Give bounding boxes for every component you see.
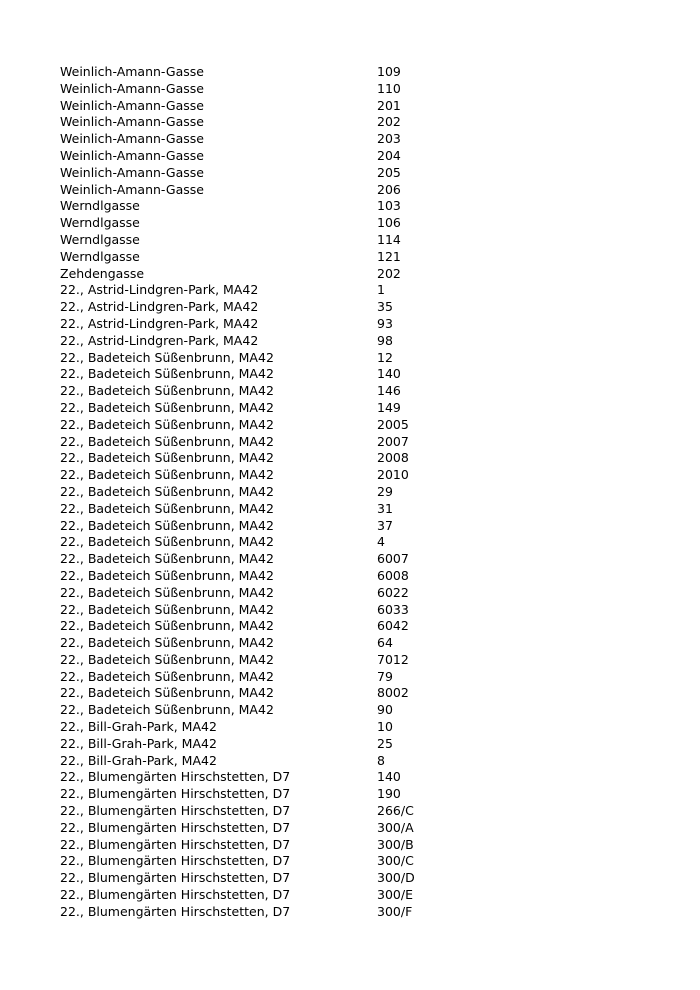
number-cell: 140 [377,366,401,382]
table-row [60,98,497,115]
location-cell: 22., Blumengärten Hirschstetten, D7 [60,870,291,886]
number-cell: 7012 [377,651,409,667]
location-cell: 22., Badeteich Süßenbrunn, MA42 [60,618,274,634]
number-cell: 98 [377,332,393,348]
table-row [60,282,497,299]
number-cell: 1 [377,282,385,298]
location-cell: 22., Blumengärten Hirschstetten, D7 [60,819,291,835]
location-cell: 22., Blumengärten Hirschstetten, D7 [60,786,291,802]
table-row [60,837,497,854]
table-row [60,786,497,803]
number-cell: 202 [377,114,401,130]
number-cell: 206 [377,181,401,197]
number-cell: 4 [377,534,385,550]
number-cell: 202 [377,265,401,281]
location-cell: Werndlgasse [60,215,140,231]
number-cell: 300/E [377,887,413,903]
number-cell: 146 [377,383,401,399]
table-row [60,333,497,350]
table-row [60,551,497,568]
table-row [60,904,497,921]
number-cell: 6042 [377,618,409,634]
table-row [60,719,497,736]
location-cell: 22., Badeteich Süßenbrunn, MA42 [60,450,274,466]
number-cell: 300/A [377,819,414,835]
location-cell: Zehdengasse [60,265,145,281]
location-cell: 22., Badeteich Süßenbrunn, MA42 [60,467,274,483]
table-row [60,702,497,719]
table-row [60,669,497,686]
table-row [60,736,497,753]
location-cell: 22., Badeteich Süßenbrunn, MA42 [60,433,274,449]
number-cell: 64 [377,635,393,651]
table-row [60,467,497,484]
number-cell: 149 [377,399,401,415]
table-row [60,165,497,182]
table-row [60,366,497,383]
table-row [60,602,497,619]
location-cell: Weinlich-Amann-Gasse [60,97,204,113]
table-row [60,417,497,434]
table-row [60,299,497,316]
location-cell: 22., Badeteich Süßenbrunn, MA42 [60,567,274,583]
table-row [60,249,497,266]
number-cell: 300/C [377,853,414,869]
number-cell: 6022 [377,584,409,600]
table-row [60,148,497,165]
number-cell: 109 [377,64,401,79]
location-cell: Werndlgasse [60,231,140,247]
table-row [60,383,497,400]
number-cell: 35 [377,299,393,315]
number-cell: 204 [377,147,401,163]
table-row [60,769,497,786]
number-cell: 2010 [377,467,409,483]
number-cell: 12 [377,349,393,365]
table-row [60,266,497,283]
location-cell: 22., Blumengärten Hirschstetten, D7 [60,803,291,819]
number-cell: 6008 [377,567,409,583]
location-cell: Werndlgasse [60,198,140,214]
number-cell: 25 [377,735,393,751]
location-cell: 22., Badeteich Süßenbrunn, MA42 [60,416,274,432]
table-row [60,518,497,535]
location-cell: 22., Badeteich Süßenbrunn, MA42 [60,651,274,667]
number-cell: 103 [377,198,401,214]
number-cell: 266/C [377,803,414,819]
location-cell: Weinlich-Amann-Gasse [60,80,204,96]
location-cell: 22., Badeteich Süßenbrunn, MA42 [60,349,274,365]
table-body [60,64,497,921]
table-row [60,316,497,333]
number-cell: 8002 [377,685,409,701]
number-cell: 205 [377,164,401,180]
location-cell: 22., Blumengärten Hirschstetten, D7 [60,853,291,869]
location-cell: 22., Astrid-Lindgren-Park, MA42 [60,332,259,348]
location-cell: 22., Badeteich Süßenbrunn, MA42 [60,517,274,533]
location-cell: Werndlgasse [60,248,140,264]
number-cell: 110 [377,80,401,96]
location-number-table [60,64,497,921]
location-cell: 22., Badeteich Süßenbrunn, MA42 [60,685,274,701]
table-row [60,534,497,551]
table-row [60,215,497,232]
number-cell: 31 [377,500,393,516]
number-cell: 300/B [377,836,414,852]
location-cell: 22., Bill-Grah-Park, MA42 [60,752,217,768]
location-cell: 22., Bill-Grah-Park, MA42 [60,719,217,735]
table-row [60,887,497,904]
number-cell: 2007 [377,433,409,449]
location-cell: 22., Badeteich Süßenbrunn, MA42 [60,668,274,684]
number-cell: 6033 [377,601,409,617]
location-cell: 22., Badeteich Süßenbrunn, MA42 [60,366,274,382]
location-cell: 22., Badeteich Süßenbrunn, MA42 [60,551,274,567]
table-row [60,114,497,131]
table-row [60,400,497,417]
table-row [60,131,497,148]
number-cell: 140 [377,769,401,785]
table-row [60,81,497,98]
location-cell: Weinlich-Amann-Gasse [60,64,204,79]
table-row [60,585,497,602]
table-row [60,870,497,887]
table-row [60,182,497,199]
number-cell: 190 [377,786,401,802]
location-cell: 22., Badeteich Süßenbrunn, MA42 [60,584,274,600]
table-row [60,568,497,585]
number-cell: 106 [377,215,401,231]
location-cell: 22., Badeteich Süßenbrunn, MA42 [60,702,274,718]
table-row [60,484,497,501]
location-cell: 22., Astrid-Lindgren-Park, MA42 [60,299,259,315]
number-cell: 29 [377,483,393,499]
location-cell: 22., Blumengärten Hirschstetten, D7 [60,769,291,785]
location-cell: 22., Badeteich Süßenbrunn, MA42 [60,534,274,550]
number-cell: 2008 [377,450,409,466]
location-cell: 22., Bill-Grah-Park, MA42 [60,735,217,751]
location-cell: 22., Badeteich Süßenbrunn, MA42 [60,635,274,651]
number-cell: 6007 [377,551,409,567]
table-row [60,198,497,215]
number-cell: 201 [377,97,401,113]
number-cell: 93 [377,315,393,331]
table-row [60,803,497,820]
number-cell: 37 [377,517,393,533]
location-cell: Weinlich-Amann-Gasse [60,164,204,180]
location-cell: Weinlich-Amann-Gasse [60,114,204,130]
location-cell: 22., Blumengärten Hirschstetten, D7 [60,836,291,852]
table-row [60,618,497,635]
table-row [60,635,497,652]
number-cell: 300/F [377,903,413,919]
number-cell: 114 [377,231,401,247]
table-row [60,820,497,837]
number-cell: 121 [377,248,401,264]
location-cell: 22., Badeteich Süßenbrunn, MA42 [60,500,274,516]
location-cell: 22., Blumengärten Hirschstetten, D7 [60,903,291,919]
number-cell: 300/D [377,870,415,886]
location-cell: Weinlich-Amann-Gasse [60,181,204,197]
table-row [60,853,497,870]
location-cell: 22., Badeteich Süßenbrunn, MA42 [60,383,274,399]
number-cell: 2005 [377,416,409,432]
number-cell: 90 [377,702,393,718]
location-cell: 22., Blumengärten Hirschstetten, D7 [60,887,291,903]
table-row [60,350,497,367]
location-cell: Weinlich-Amann-Gasse [60,131,204,147]
table-row [60,232,497,249]
table-row [60,753,497,770]
location-cell: 22., Badeteich Süßenbrunn, MA42 [60,399,274,415]
location-cell: 22., Astrid-Lindgren-Park, MA42 [60,315,259,331]
table-row [60,501,497,518]
table-row [60,685,497,702]
number-cell: 8 [377,752,385,768]
table-row [60,434,497,451]
number-cell: 203 [377,131,401,147]
table-row [60,64,497,81]
location-cell: 22., Astrid-Lindgren-Park, MA42 [60,282,259,298]
location-cell: 22., Badeteich Süßenbrunn, MA42 [60,483,274,499]
number-cell: 79 [377,668,393,684]
location-cell: Weinlich-Amann-Gasse [60,147,204,163]
table-row [60,450,497,467]
number-cell: 10 [377,719,393,735]
table-row [60,652,497,669]
location-cell: 22., Badeteich Süßenbrunn, MA42 [60,601,274,617]
